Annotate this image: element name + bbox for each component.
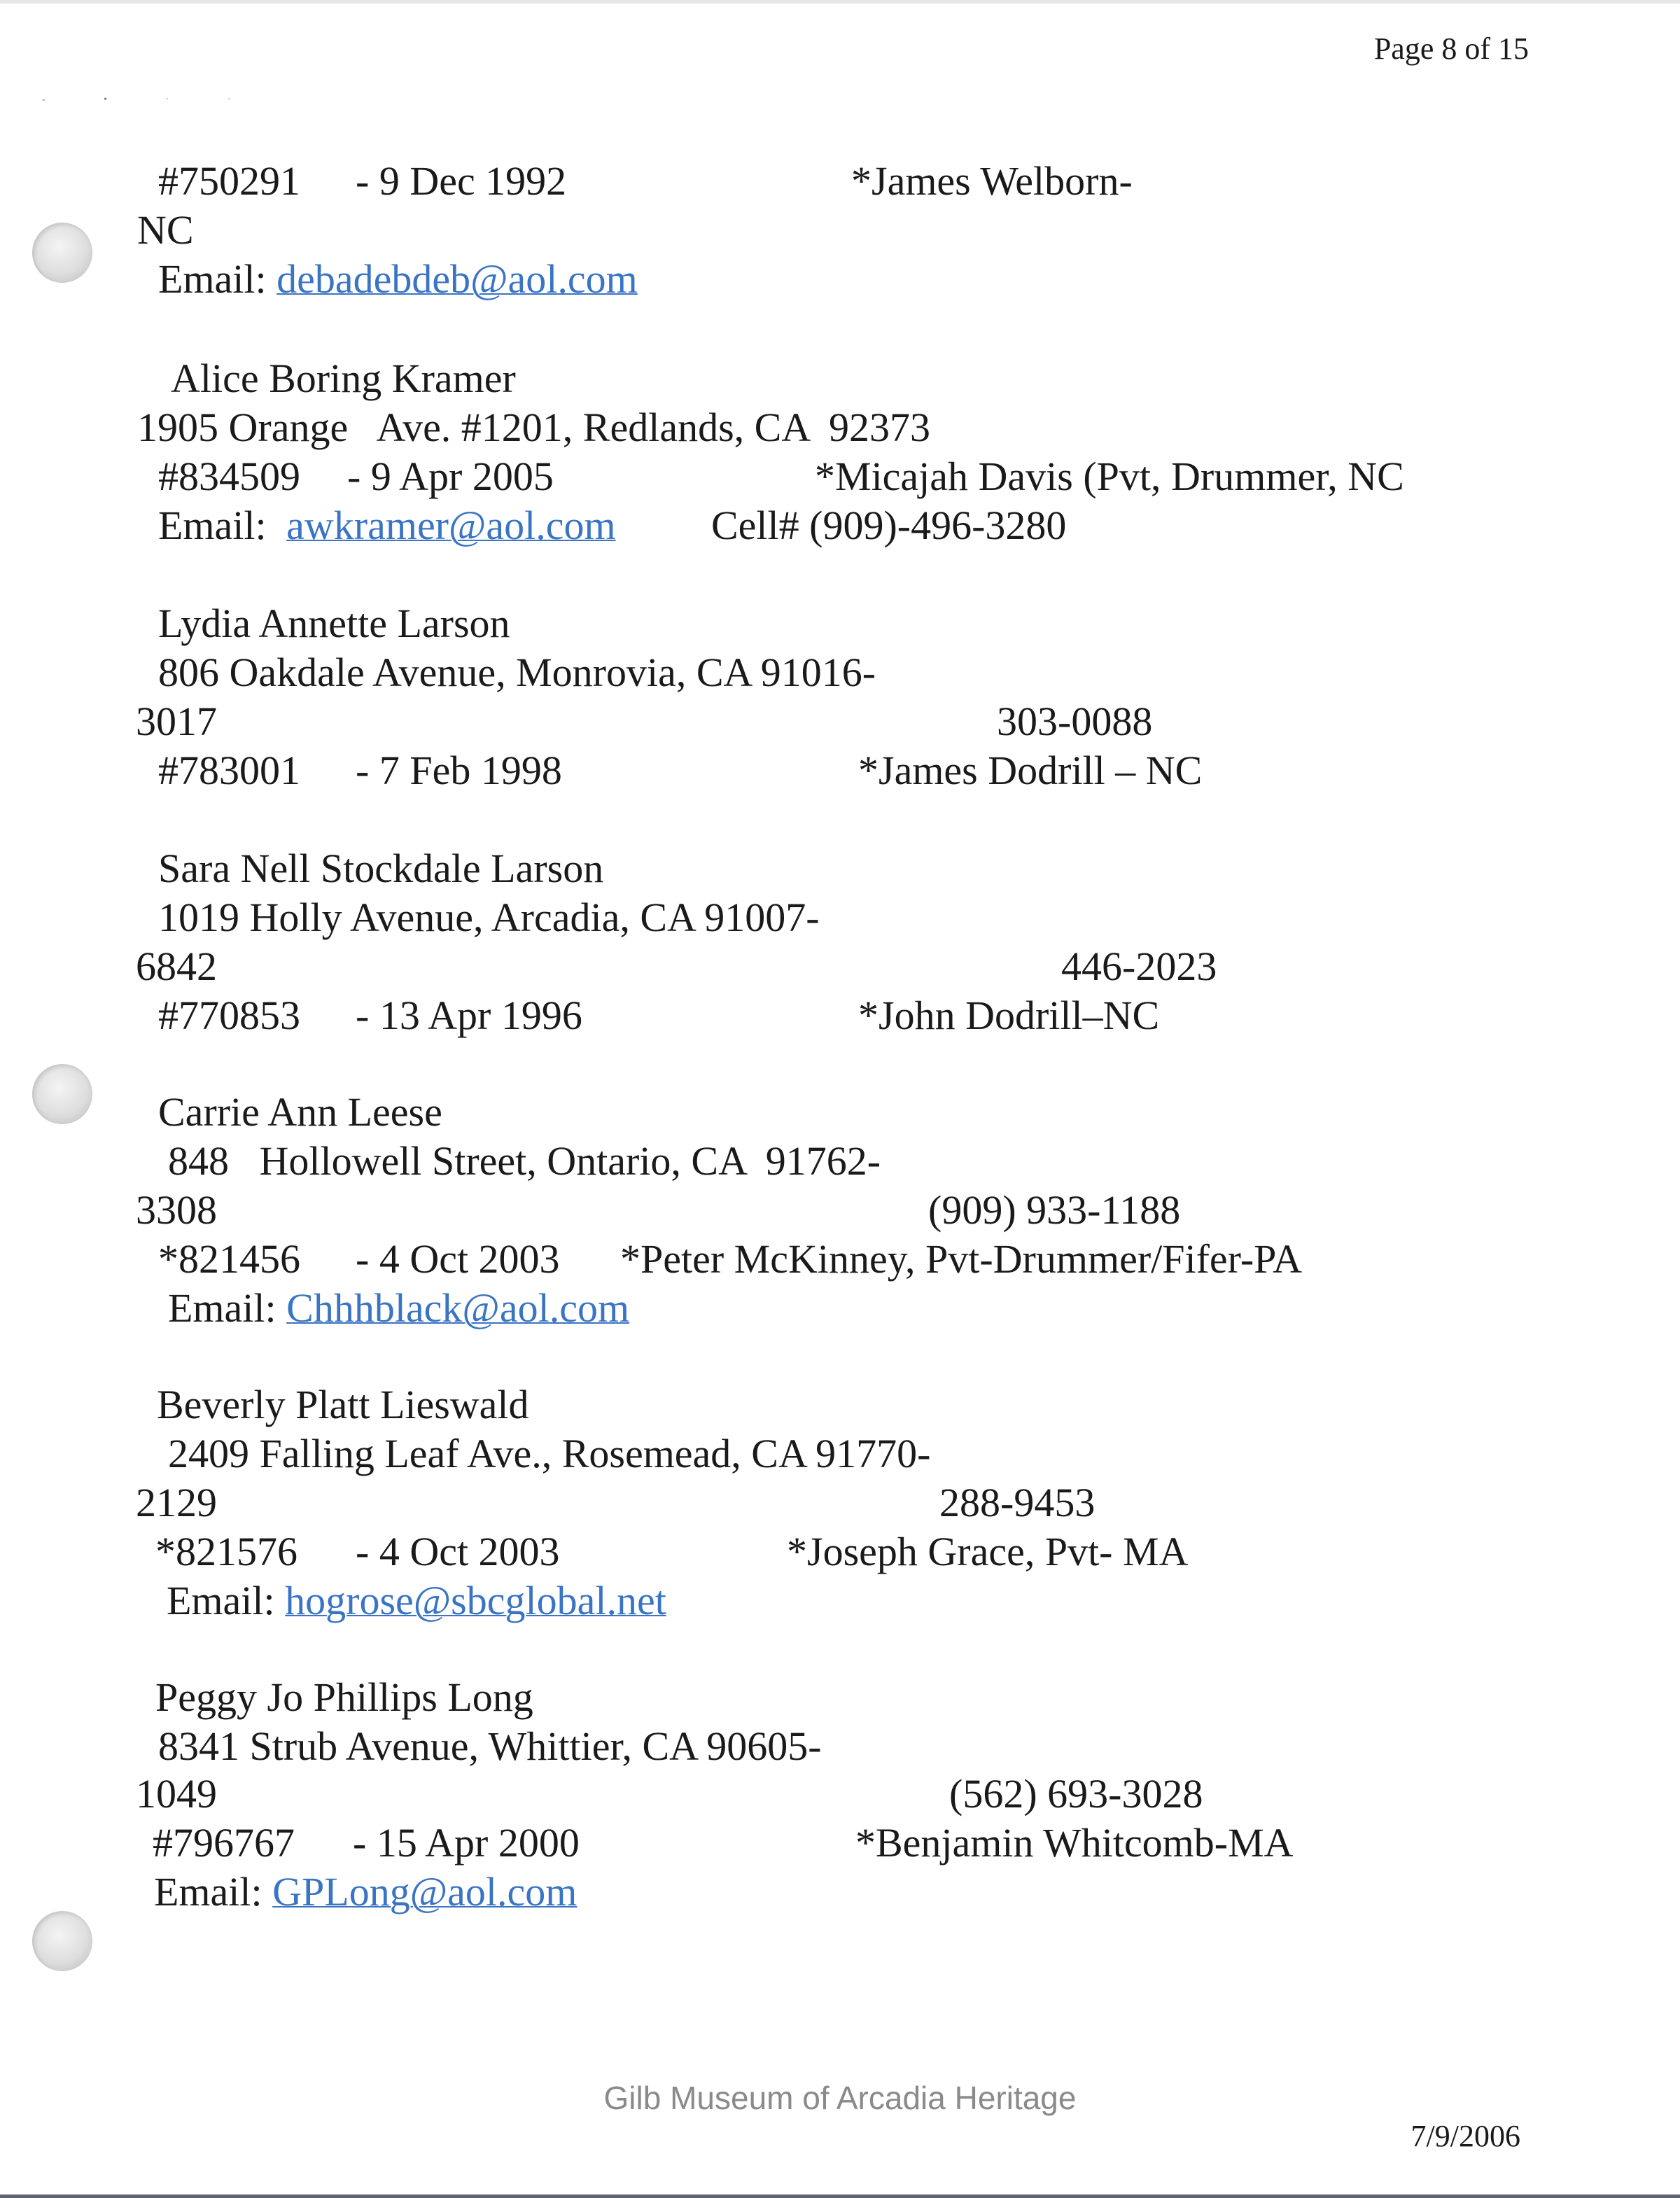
- zip-continued: 6842: [136, 944, 217, 989]
- email-row: [167, 1578, 666, 1623]
- member-number: #750291: [158, 158, 300, 204]
- member-date: - 9 Apr 2005: [347, 454, 554, 499]
- ancestor: *James Dodrill – NC: [858, 748, 1203, 793]
- member-date: - 15 Apr 2000: [353, 1820, 580, 1865]
- email-label: Email:: [167, 1578, 275, 1623]
- address: 806 Oakdale Avenue, Monrovia, CA 91016-: [158, 650, 876, 695]
- address: 1905 Orange Ave. #1201, Redlands, CA 92373: [137, 405, 931, 450]
- address: 1019 Holly Avenue, Arcadia, CA 91007-: [158, 895, 820, 940]
- ancestor: *Benjamin Whitcomb-MA: [855, 1820, 1294, 1865]
- ancestor: *Peter McKinney, Pvt-Drummer/Fifer-PA: [620, 1236, 1302, 1282]
- footer-museum-name: Gilb Museum of Arcadia Heritage: [603, 2080, 1077, 2116]
- email-link[interactable]: awkramer@aol.com: [286, 503, 616, 548]
- member-date: - 4 Oct 2003: [356, 1236, 560, 1282]
- phone: (562) 693-3028: [949, 1771, 1203, 1816]
- email-link[interactable]: debadebdeb@aol.com: [276, 256, 638, 302]
- binder-hole-middle: [32, 1064, 92, 1124]
- zip-continued: 3308: [136, 1187, 217, 1233]
- binder-hole-bottom: [32, 1911, 92, 1971]
- email-link[interactable]: GPLong@aol.com: [272, 1869, 578, 1914]
- member-number: #783001: [158, 748, 300, 793]
- zip-continued: 1049: [136, 1771, 217, 1816]
- email-link[interactable]: hogrose@sbcglobal.net: [285, 1578, 666, 1623]
- member-date: - 13 Apr 1996: [356, 993, 582, 1038]
- ancestor: *James Welborn-: [851, 158, 1133, 204]
- page-bottom-edge: [0, 2194, 1680, 2198]
- member-number: #796767: [153, 1820, 295, 1865]
- email-label: Email:: [154, 1869, 262, 1914]
- email-label: Email:: [158, 256, 267, 302]
- email-row: [158, 505, 616, 546]
- member-number: *821576: [155, 1529, 298, 1574]
- address: 2409 Falling Leaf Ave., Rosemead, CA 91770-: [168, 1431, 931, 1476]
- page-top-edge: [0, 0, 1680, 4]
- member-name: Beverly Platt Lieswald: [157, 1382, 529, 1427]
- member-date: - 9 Dec 1992: [356, 158, 567, 204]
- member-name: Lydia Annette Larson: [158, 601, 510, 646]
- phone: 288-9453: [939, 1480, 1096, 1525]
- member-name: Peggy Jo Phillips Long: [155, 1674, 533, 1720]
- member-number: *821456: [158, 1236, 300, 1282]
- member-name: Alice Boring Kramer: [171, 356, 516, 401]
- footer-date: 7/9/2006: [1410, 2119, 1520, 2153]
- zip-continued: 3017: [136, 699, 217, 744]
- member-name: Sara Nell Stockdale Larson: [158, 846, 604, 891]
- member-name: Carrie Ann Leese: [158, 1089, 442, 1135]
- phone: (909) 933-1188: [928, 1187, 1181, 1233]
- email-row: [168, 1285, 630, 1331]
- email-label: Email:: [168, 1285, 276, 1331]
- email-row: [154, 1869, 578, 1914]
- email-link[interactable]: Chhhblack@aol.com: [286, 1285, 630, 1331]
- phone: 446-2023: [1061, 944, 1217, 989]
- member-number: #834509: [158, 454, 300, 499]
- member-number: #770853: [158, 993, 300, 1038]
- phone: 303-0088: [997, 699, 1153, 744]
- address: 848 Hollowell Street, Ontario, CA 91762-: [168, 1138, 881, 1184]
- binder-hole-top: [32, 223, 92, 283]
- email-row: [158, 256, 638, 302]
- ancestor: *John Dodrill–NC: [858, 993, 1160, 1038]
- ancestor: *Micajah Davis (Pvt, Drummer, NC: [815, 454, 1404, 499]
- member-date: - 7 Feb 1998: [356, 748, 562, 793]
- member-date: - 4 Oct 2003: [356, 1529, 560, 1574]
- page-number: Page 8 of 15: [1373, 31, 1529, 66]
- email-label: Email:: [158, 503, 267, 548]
- ancestor-continued: NC: [137, 207, 194, 253]
- ancestor: *Joseph Grace, Pvt- MA: [787, 1529, 1189, 1574]
- cell-phone: Cell# (909)-496-3280: [711, 503, 1067, 548]
- address: 8341 Strub Avenue, Whittier, CA 90605-: [158, 1723, 822, 1769]
- scan-specks: - • · ·: [42, 94, 259, 105]
- zip-continued: 2129: [136, 1480, 217, 1525]
